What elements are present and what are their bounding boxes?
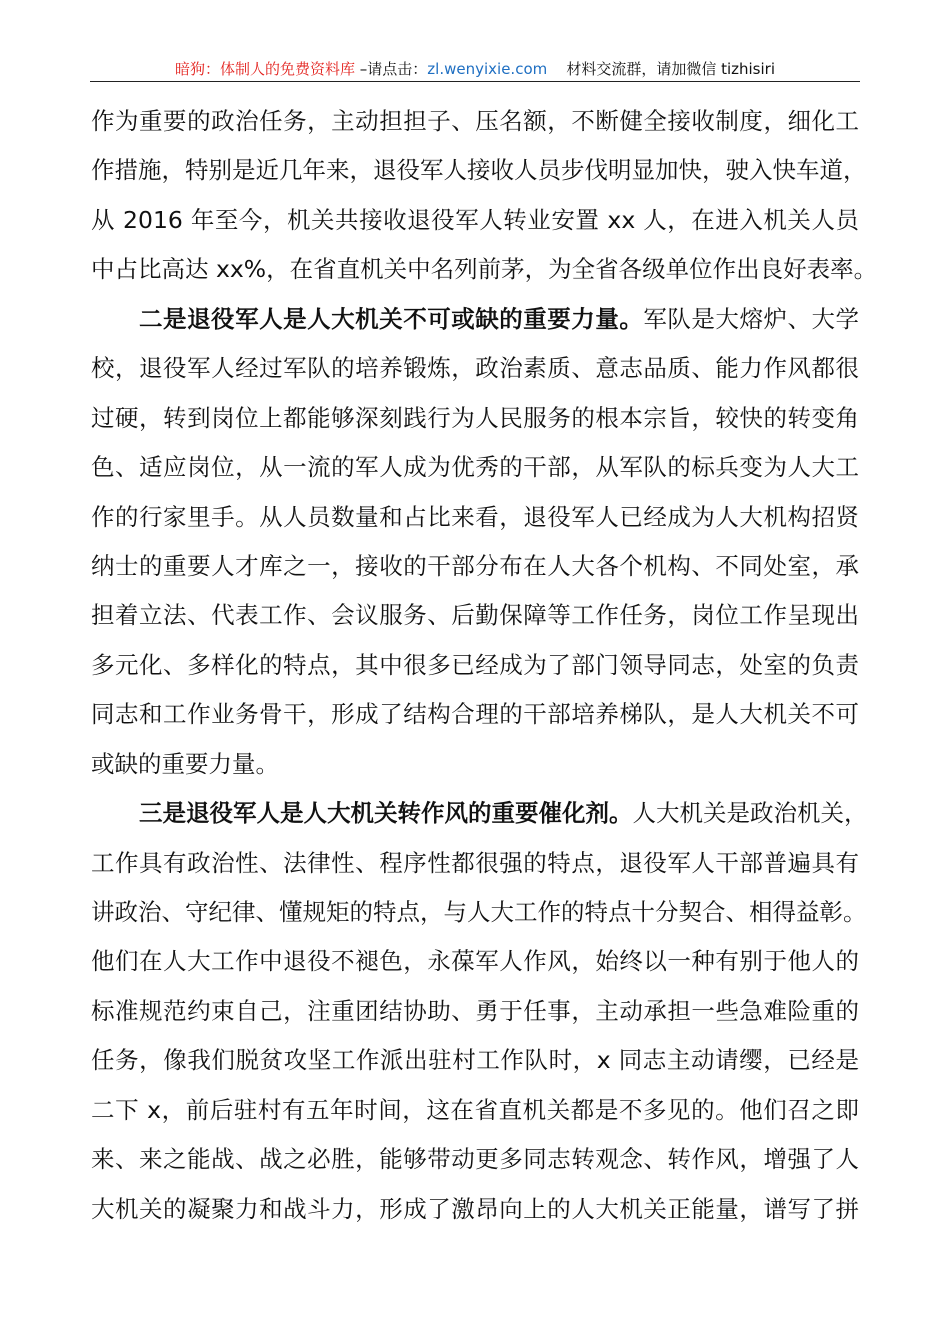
line-text: 来、来之能战、战之必胜，能够带动更多同志转观念、转作风，增强了人: [91, 1145, 859, 1174]
header-contact: 材料交流群，请加微信 tizhisiri: [566, 60, 775, 78]
line-text: 二下 x，前后驻村有五年时间，这在省直机关都是不多见的。他们召之即: [91, 1095, 859, 1124]
line-text: 同志和工作业务骨干，形成了结构合理的干部培养梯队，是人大机关不可: [91, 700, 859, 729]
text-line: [91, 641, 859, 690]
text-line: [91, 690, 859, 739]
text-line: [91, 591, 859, 640]
text-line: [91, 937, 859, 986]
text-line: [91, 146, 867, 195]
text-line: [91, 839, 859, 888]
header-brand: 暗狗：体制人的免费资料库: [174, 60, 355, 78]
line-text: 作为重要的政治任务，主动担担子、压名额，不断健全接收制度，细化工: [91, 107, 859, 135]
line-text: 作的行家里手。从人员数量和占比来看，退役军人已经成为人大机构招贤: [91, 502, 859, 531]
text-line: [91, 493, 859, 542]
line-text: 标准规范约束自己，注重团结协助、勇于任事，主动承担一些急难险重的: [91, 996, 859, 1025]
text-line: [91, 97, 859, 146]
document-body: [91, 97, 878, 1234]
line-text: 作措施，特别是近几年来，退役军人接收人员步伐明显加快，驶入快车道，: [91, 156, 867, 185]
line-text: 色、适应岗位，从一流的军人成为优秀的干部，从军队的标兵变为人大工: [91, 453, 859, 482]
text-line: [91, 196, 859, 245]
text-line: [91, 245, 878, 294]
page-header: [90, 58, 860, 79]
text-line: [91, 394, 859, 443]
line-text: 或缺的重要力量。: [91, 749, 279, 778]
line-text: 讲政治、守纪律、懂规矩的特点，与人大工作的特点十分契合、相得益彰。: [91, 898, 867, 926]
header-link[interactable]: zl.wenyixie.com: [427, 60, 548, 78]
line-text: 校，退役军人经过军队的培养锻炼，政治素质、意志品质、能力作风都很: [91, 354, 859, 383]
text-line: [91, 1086, 859, 1135]
line-text: 他们在人大工作中退役不褪色，永葆军人作风，始终以一种有别于他人的: [91, 947, 859, 976]
header-prompt: –请点击：: [359, 60, 428, 78]
text-line: [91, 888, 867, 937]
paragraph-heading: 二是退役军人是人大机关不可或缺的重要力量。: [139, 304, 644, 333]
text-line: [91, 740, 859, 789]
text-line: [91, 295, 859, 344]
text-line: [91, 1185, 859, 1234]
line-text: 中占比高达 xx%，在省直机关中名列前茅，为全省各级单位作出良好表率。: [91, 255, 878, 284]
line-text: 纳士的重要人才库之一，接收的干部分布在人大各个机构、不同处室，承: [91, 551, 859, 580]
text-line: [91, 344, 859, 393]
line-text: 大机关的凝聚力和战斗力，形成了激昂向上的人大机关正能量，谱写了拼: [91, 1194, 859, 1223]
line-text: 工作具有政治性、法律性、程序性都很强的特点，退役军人干部普遍具有: [91, 848, 859, 877]
text-line: [91, 1036, 859, 1085]
text-line: [91, 443, 859, 492]
paragraph-heading: 三是退役军人是人大机关转作风的重要催化剂。: [139, 799, 633, 828]
header-divider: [90, 81, 860, 82]
line-text: 任务，像我们脱贫攻坚工作派出驻村工作队时，x 同志主动请缨，已经是: [91, 1046, 859, 1075]
text-line: [91, 789, 868, 838]
line-text: 军队是大熔炉、大学: [643, 304, 860, 333]
line-text: 担着立法、代表工作、会议服务、后勤保障等工作任务，岗位工作呈现出: [91, 601, 859, 630]
text-line: [91, 987, 859, 1036]
line-text: 人大机关是政治机关，: [632, 799, 868, 828]
line-text: 过硬，转到岗位上都能够深刻践行为人民服务的根本宗旨，较快的转变角: [91, 403, 859, 432]
text-line: [91, 1135, 859, 1184]
line-text: 从 2016 年至今，机关共接收退役军人转业安置 xx 人，在进入机关人员: [91, 205, 859, 234]
line-text: 多元化、多样化的特点，其中很多已经成为了部门领导同志，处室的负责: [91, 650, 859, 679]
text-line: [91, 542, 859, 591]
